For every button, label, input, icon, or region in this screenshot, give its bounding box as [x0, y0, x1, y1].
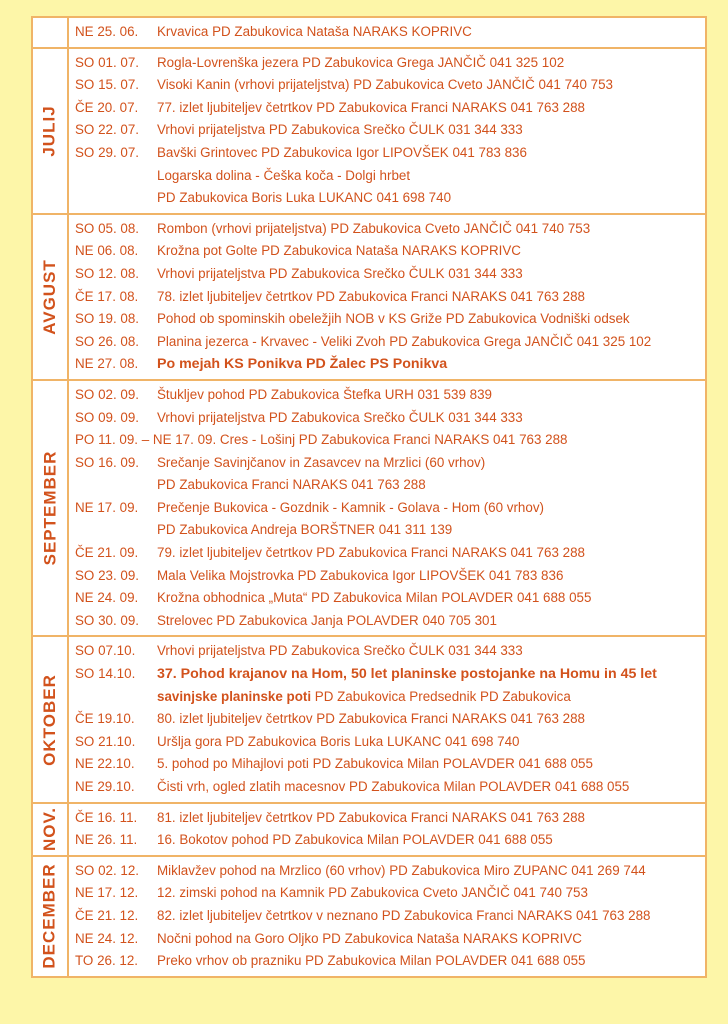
event-description: Mala Velika Mojstrovka PD Zabukovica Igor LIPOVŠEK 041 783 836	[157, 567, 564, 583]
event-row	[69, 353, 705, 376]
event-description: Prečenje Bukovica - Gozdnik - Kamnik - Golava - Hom (60 vrhov)	[157, 499, 544, 515]
event-description: Visoki Kanin (vrhovi prijateljstva) PD Zabukovica Cveto JANČIČ 041 740 753	[157, 77, 613, 93]
event-row	[69, 497, 705, 520]
event-date: NE 27. 08.	[75, 356, 139, 372]
event-description: 80. izlet ljubiteljev četrtkov PD Zabukovica Franci NARAKS 041 763 288	[157, 711, 585, 727]
month-label-text: AVGUST	[40, 259, 60, 335]
month-label	[33, 215, 69, 379]
event-date: SO 29. 07.	[75, 144, 140, 160]
event-description: Uršlja gora PD Zabukovica Boris Luka LUKANC 041 698 740	[157, 733, 520, 749]
event-row	[69, 860, 705, 883]
event-date: NE 24. 12.	[75, 930, 139, 946]
event-description: Čisti vrh, ogled zlatih macesnov PD Zabukovica Milan POLAVDER 041 688 055	[157, 779, 630, 794]
event-date: NE 17. 09.	[75, 499, 139, 515]
event-description: PO 11. 09. – NE 17. 09. Cres - Lošinj PD Zabukovica Franci NARAKS 041 763 288	[75, 432, 568, 448]
month-section	[33, 213, 705, 379]
event-row	[69, 142, 705, 165]
event-row	[69, 21, 705, 44]
event-description: Nočni pohod na Goro Oljko PD Zabukovica Nataša NARAKS KOPRIVC	[157, 930, 582, 946]
event-list	[69, 49, 705, 213]
event-description	[157, 686, 571, 709]
event-row	[69, 542, 705, 565]
event-date: SO 09. 09.	[75, 409, 140, 425]
event-date: NE 26. 11.	[75, 832, 138, 848]
event-description: 77. izlet ljubiteljev četrtkov PD Zabukovica Franci NARAKS 041 763 288	[157, 99, 585, 115]
event-description: 81. izlet ljubiteljev četrtkov PD Zabukovica Franci NARAKS 041 763 288	[157, 809, 585, 825]
event-date: ČE 17. 08.	[75, 288, 139, 304]
event-date: TO 26. 12.	[75, 953, 139, 969]
event-row	[69, 74, 705, 97]
event-description: Krožna obhodnica „Muta“ PD Zabukovica Milan POLAVDER 041 688 055	[157, 590, 592, 606]
event-date: NE 25. 06.	[75, 24, 139, 39]
event-row	[69, 565, 705, 588]
event-description: Planina jezerca - Krvavec - Veliki Zvoh PD Zabukovica Grega JANČIČ 041 325 102	[157, 333, 652, 349]
event-date: SO 30. 09.	[75, 612, 140, 628]
event-date: SO 26. 08.	[75, 333, 140, 349]
event-row	[69, 384, 705, 407]
event-description: PD Zabukovica Franci NARAKS 041 763 288	[157, 477, 426, 493]
event-description: Vrhovi prijateljstva PD Zabukovica Srečko ČULK 031 344 333	[157, 265, 523, 281]
month-label	[33, 18, 69, 47]
event-row	[69, 663, 705, 686]
event-date: ČE 19.10.	[75, 711, 135, 727]
event-date: SO 01. 07.	[75, 54, 140, 70]
event-description: Pohod ob spominskih obeležjih NOB v KS Griže PD Zabukovica Vodniški odsek	[157, 311, 630, 327]
event-description: Vrhovi prijateljstva PD Zabukovica Srečko ČULK 031 344 333	[157, 409, 523, 425]
event-description: Krožna pot Golte PD Zabukovica Nataša NARAKS KOPRIVC	[157, 243, 521, 259]
event-row	[69, 610, 705, 633]
event-date: SO 21.10.	[75, 733, 136, 749]
event-date: ČE 16. 11.	[75, 809, 138, 825]
event-list	[69, 804, 705, 855]
event-date: SO 05. 08.	[75, 220, 140, 236]
event-description: Rogla-Lovrenška jezera PD Zabukovica Grega JANČIČ 041 325 102	[157, 54, 565, 70]
month-label-text: NOV.	[40, 807, 60, 852]
event-row	[69, 807, 705, 830]
event-date: ČE 21. 12.	[75, 907, 139, 923]
event-row	[69, 519, 705, 542]
month-label	[33, 857, 69, 976]
event-date: ČE 21. 09.	[75, 545, 139, 561]
month-label	[33, 381, 69, 636]
event-date: SO 16. 09.	[75, 454, 140, 470]
event-row	[69, 928, 705, 951]
event-date: NE 22.10.	[75, 756, 135, 772]
event-row	[69, 640, 705, 663]
month-label-text: DECEMBER	[40, 863, 60, 969]
event-description: Rombon (vrhovi prijateljstva) PD Zabukovica Cveto JANČIČ 041 740 753	[157, 220, 591, 236]
month-label	[33, 637, 69, 801]
event-description: Srečanje Savinjčanov in Zasavcev na Mrzlici (60 vrhov)	[157, 454, 486, 470]
event-row	[69, 97, 705, 120]
event-row	[69, 429, 705, 452]
event-row	[69, 753, 705, 776]
event-row	[69, 882, 705, 905]
event-row	[69, 474, 705, 497]
event-description: Preko vrhov ob prazniku PD Zabukovica Milan POLAVDER 041 688 055	[157, 953, 586, 969]
event-row	[69, 187, 705, 210]
event-list	[69, 215, 705, 379]
event-row	[69, 331, 705, 354]
event-description: 16. Bokotov pohod PD Zabukovica Milan POLAVDER 041 688 055	[157, 832, 553, 848]
event-organizer: PD Zabukovica Predsednik PD Zabukovica	[311, 688, 571, 704]
event-description: 5. pohod po Mihajlovi poti PD Zabukovica Milan POLAVDER 041 688 055	[157, 756, 593, 772]
event-date: SO 02. 12.	[75, 862, 140, 878]
event-row	[69, 587, 705, 610]
event-row	[69, 286, 705, 309]
event-date: NE 17. 12.	[75, 885, 139, 901]
month-label-text: JULIJ	[40, 105, 60, 157]
event-row	[69, 407, 705, 430]
event-date: SO 23. 09.	[75, 567, 140, 583]
month-section	[33, 855, 705, 976]
event-date: NE 06. 08.	[75, 243, 139, 259]
event-description: Strelovec PD Zabukovica Janja POLAVDER 040 705 301	[157, 612, 497, 628]
event-description: Krvavica PD Zabukovica Nataša NARAKS KOPRIVC	[157, 24, 472, 39]
event-date: SO 22. 07.	[75, 122, 140, 138]
event-description: 82. izlet ljubiteljev četrtkov v neznano PD Zabukovica Franci NARAKS 041 763 288	[157, 907, 651, 923]
month-section	[33, 18, 705, 47]
event-list	[69, 637, 705, 801]
event-date: SO 15. 07.	[75, 77, 140, 93]
event-list	[69, 381, 705, 636]
event-row	[69, 905, 705, 928]
event-description: Vrhovi prijateljstva PD Zabukovica Srečko ČULK 031 344 333	[157, 122, 523, 138]
event-row	[69, 218, 705, 241]
event-row	[69, 708, 705, 731]
month-section	[33, 47, 705, 213]
event-description: Po mejah KS Ponikva PD Žalec PS Ponikva	[157, 356, 448, 373]
event-description: 12. zimski pohod na Kamnik PD Zabukovica Cveto JANČIČ 041 740 753	[157, 885, 588, 901]
event-description: 37. Pohod krajanov na Hom, 50 let planinske postojanke na Homu in 45 let	[157, 666, 657, 683]
event-row	[69, 119, 705, 142]
event-description: Miklavžev pohod na Mrzlico (60 vrhov) PD Zabukovica Miro ZUPANC 041 269 744	[157, 862, 646, 878]
event-row	[69, 240, 705, 263]
event-description: Logarska dolina - Češka koča - Dolgi hrbet	[157, 167, 411, 183]
event-date: SO 07.10.	[75, 643, 136, 659]
event-date: NE 29.10.	[75, 779, 135, 794]
month-label	[33, 49, 69, 213]
month-label-text: SEPTEMBER	[40, 450, 60, 566]
event-row	[69, 165, 705, 188]
event-row	[69, 52, 705, 75]
event-description: Štukljev pohod PD Zabukovica Štefka URH 031 539 839	[157, 386, 492, 402]
event-description: 78. izlet ljubiteljev četrtkov PD Zabukovica Franci NARAKS 041 763 288	[157, 288, 585, 304]
schedule-table	[31, 16, 707, 978]
event-date: SO 12. 08.	[75, 265, 140, 281]
event-row	[69, 263, 705, 286]
event-row	[69, 731, 705, 754]
event-row	[69, 686, 705, 709]
event-description: PD Zabukovica Andreja BORŠTNER 041 311 139	[157, 522, 453, 538]
month-label-text: OKTOBER	[40, 673, 60, 766]
event-date: SO 14.10.	[75, 666, 136, 682]
event-list	[69, 857, 705, 976]
event-row	[69, 452, 705, 475]
event-date: SO 02. 09.	[75, 386, 140, 402]
month-section	[33, 379, 705, 636]
month-section	[33, 802, 705, 855]
month-section	[33, 635, 705, 801]
event-description: PD Zabukovica Boris Luka LUKANC 041 698 740	[157, 190, 452, 206]
event-description: Vrhovi prijateljstva PD Zabukovica Srečko ČULK 031 344 333	[157, 643, 523, 659]
event-description: Bavški Grintovec PD Zabukovica Igor LIPOVŠEK 041 783 836	[157, 144, 527, 160]
event-date: ČE 20. 07.	[75, 99, 139, 115]
event-row	[69, 950, 705, 973]
event-row	[69, 829, 705, 852]
event-row	[69, 308, 705, 331]
event-list	[69, 18, 705, 47]
month-label	[33, 804, 69, 855]
event-row	[69, 776, 705, 799]
event-date: SO 19. 08.	[75, 311, 140, 327]
event-title-bold: savinjske planinske poti	[157, 688, 312, 704]
event-description: 79. izlet ljubiteljev četrtkov PD Zabukovica Franci NARAKS 041 763 288	[157, 545, 585, 561]
event-date: NE 24. 09.	[75, 590, 139, 606]
